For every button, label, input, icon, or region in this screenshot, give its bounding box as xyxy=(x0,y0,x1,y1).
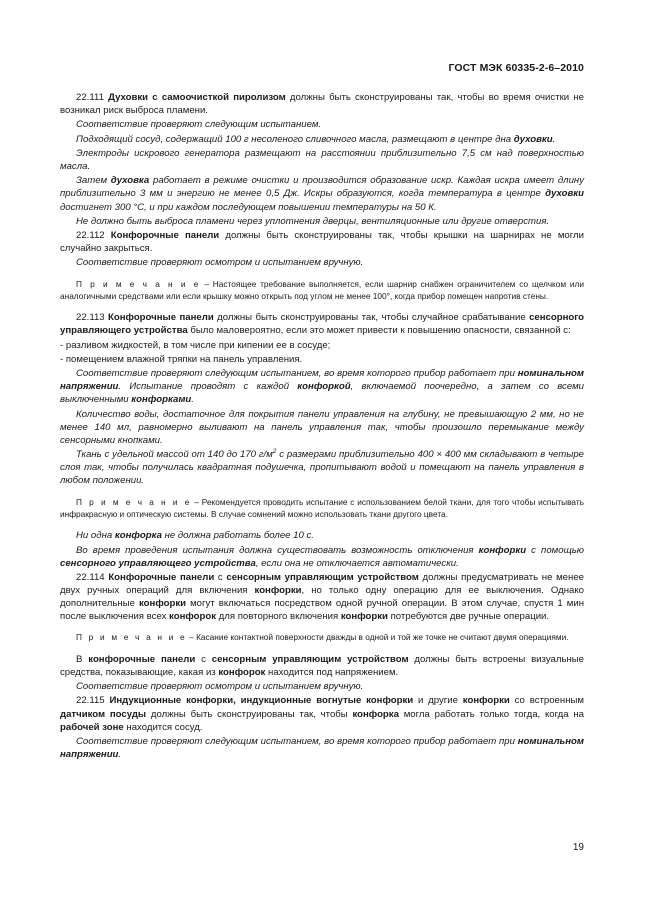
text-run: находится сосуд. xyxy=(123,721,203,733)
text-run: Не должно быть выброса пламени через уплотнения дверцы, вентиляционные или другие отверстия. xyxy=(76,215,550,227)
defined-term: рабочей зоне xyxy=(60,721,124,733)
text-run: 22.115 xyxy=(76,695,110,707)
defined-term: конфорки xyxy=(254,585,302,597)
text-run: со встроенным xyxy=(509,695,584,707)
page-number: 19 xyxy=(572,842,584,853)
defined-term: Конфорочные панели xyxy=(108,571,215,583)
text-run: . xyxy=(552,133,556,145)
paragraph xyxy=(60,147,584,173)
text-run: было маловероятно, если это может привести к повышению опасности, связанной с: xyxy=(187,325,571,337)
paragraph xyxy=(60,680,584,693)
text-run: работает в режиме очистки и производится образование искр. Каждая искра имеет длину приблизительно 3 мм и энергию не менее 0,5 Дж. Искры образуются, когда температура в центре xyxy=(60,175,584,200)
defined-term: сенсорным управляющим устройством xyxy=(226,571,419,583)
paragraph xyxy=(60,529,584,542)
text-run: Соответствие проверяют осмотром и испытанием вручную. xyxy=(76,257,364,269)
text-run: с xyxy=(214,571,227,583)
text-run: Затем xyxy=(76,175,111,187)
defined-term: Конфорочные панели xyxy=(108,312,214,324)
paragraph xyxy=(60,256,584,269)
text-run: Электроды искрового генератора размещают на расстоянии приблизительно 7,5 см над поверхностью масла. xyxy=(60,147,584,173)
text-run: Подходящий сосуд, содержащий 100 г несоленого сливочного масла, размещают в центре дна xyxy=(76,133,514,145)
defined-term: конфорка xyxy=(352,708,399,720)
paragraph xyxy=(60,571,584,623)
text-run: В xyxy=(76,653,89,665)
text-run: с помощью xyxy=(526,544,584,556)
defined-term: конфорки xyxy=(478,544,527,556)
text-run: , но только одну операцию для ее выключения. Однако дополнительные xyxy=(60,585,584,610)
page-header-standard-number: ГОСТ МЭК 60335-2-6–2010 xyxy=(448,62,584,74)
text-run: 22.112 xyxy=(76,230,111,242)
text-run: Ткань с удельной массой от 140 до 170 г/м xyxy=(76,449,273,461)
list-item xyxy=(60,339,584,352)
paragraph xyxy=(60,694,584,733)
text-run: могла работать только тогда, когда на xyxy=(398,708,585,720)
text-run: с размерами приблизительно 400 × 400 мм складывают в четыре слоя так, чтобы получилась квадратная подушечка, пропитывают водой и помещают на панель управления в любом положении. xyxy=(60,449,585,487)
paragraph xyxy=(60,118,584,131)
defined-term: конфорок xyxy=(169,611,217,623)
text-run: , включаемой поочередно, а затем со всеми выключенными xyxy=(60,381,584,406)
note-paragraph xyxy=(60,631,584,643)
text-run: должны быть сконструированы так, чтобы случайное срабатывание xyxy=(213,312,530,324)
defined-term: конфорки xyxy=(462,695,510,707)
text-run: 22.113 xyxy=(76,312,109,324)
text-run: . xyxy=(191,394,194,406)
defined-term: Духовки с самоочисткой пиролизом xyxy=(108,92,286,103)
defined-term: духовка xyxy=(110,175,150,187)
list-item xyxy=(60,353,584,366)
text-run: для повторного включения xyxy=(216,611,341,623)
text-run: должны быть встроены визуальные средства, показывающие, какая из xyxy=(60,653,584,678)
paragraph xyxy=(60,215,584,228)
note-paragraph xyxy=(60,496,584,521)
text-run: находится под напряжением. xyxy=(265,666,399,678)
defined-term: конфорка xyxy=(114,530,162,542)
text-run: . xyxy=(118,748,122,760)
note-label: П р и м е ч а н и е xyxy=(76,496,192,507)
defined-term: сенсорного управляющего устройства xyxy=(60,312,584,337)
text-run: Во время проведения испытания должна существовать возможность отключения xyxy=(76,544,479,556)
text-run: 2 xyxy=(272,448,277,456)
text-run: . Испытание проводят с каждой xyxy=(118,381,298,393)
text-run: должны быть сконструированы так, чтобы xyxy=(146,708,353,720)
text-run: должны предусматривать не менее двух ручных операций для включения xyxy=(60,571,584,597)
defined-term: Конфорочные панели xyxy=(110,230,220,242)
defined-term: сенсорного управляющего устройства xyxy=(60,557,256,569)
text-run: - разливом жидкостей, в том числе при кипении ее в сосуде; xyxy=(60,339,331,351)
text-run: должны быть сконструированы так, чтобы крышки на шарнирах не могли случайно закрыться. xyxy=(60,230,585,255)
text-run: - помещением влажной тряпки на панель управления. xyxy=(60,354,303,365)
paragraph xyxy=(60,174,584,213)
paragraph xyxy=(60,91,584,117)
text-run: Соответствие проверяют следующим испытанием, во время которого прибор работает при xyxy=(76,368,518,380)
defined-term: конфорками xyxy=(131,394,192,406)
defined-term: конфорки xyxy=(139,598,187,610)
text-run: 22.111 xyxy=(76,92,109,103)
note-label: П р и м е ч а н и е xyxy=(76,278,201,289)
defined-term: духовки xyxy=(513,133,553,145)
paragraph xyxy=(60,735,584,761)
defined-term: конфорочные панели xyxy=(88,653,196,665)
text-run: , если она не отключается автоматически. xyxy=(255,557,459,569)
document-body xyxy=(60,91,584,762)
defined-term: номинальном напряжении xyxy=(60,735,584,760)
text-run: потребуются две ручные операции. xyxy=(387,611,550,623)
paragraph xyxy=(60,448,584,487)
text-run: должны быть сконструированы так, чтобы во время очистки не возникал риск выброса пламени. xyxy=(60,92,584,117)
defined-term: датчиком посуды xyxy=(60,708,147,720)
text-run: Соответствие проверяют следующим испытанием, во время которого прибор работает при xyxy=(76,735,518,747)
defined-term: Индукционные конфорки, индукционные вогнутые конфорки xyxy=(109,695,414,707)
note-paragraph xyxy=(60,278,584,303)
defined-term: конфоркой xyxy=(297,381,351,393)
text-run: могут включаться посредством одной ручной операции. В этом случае, спустя 1 мин после выключения всех xyxy=(60,598,584,623)
text-run: Количество воды, достаточное для покрытия панели управления на глубину, не превышающую 2 мм, но не менее 140 мл, равномерно выливают на панель управления так, чтобы произошло перемыкание между сенсорными кнопками. xyxy=(60,408,584,446)
text-run: и другие xyxy=(413,695,463,707)
defined-term: конфорки xyxy=(340,611,388,623)
text-run: с xyxy=(195,653,212,665)
text-run: не должна работать более 10 с. xyxy=(161,530,314,542)
text-run: – Касание контактной поверхности дважды в одной и той же точке не считают двумя операциями. xyxy=(186,632,569,643)
text-run: достигнет 300 °С, и при каждом последующем повышении температуры на 50 К. xyxy=(60,201,437,213)
defined-term: сенсорным управляющим устройством xyxy=(211,653,409,665)
text-run: – Рекомендуется проводить испытание с использованием белой ткани, для того чтобы испытывать инфракрасную и оптическую системы. В случае сомнений можно использовать ткани другого цвета. xyxy=(60,496,584,519)
text-run: Соответствие проверяют осмотром и испытанием вручную. xyxy=(76,681,364,693)
paragraph xyxy=(60,653,584,679)
text-run: Ни одна xyxy=(76,530,115,542)
paragraph xyxy=(60,133,584,146)
paragraph xyxy=(60,367,584,406)
paragraph xyxy=(60,229,584,255)
defined-term: номинальном напряжении xyxy=(60,368,584,393)
paragraph xyxy=(60,544,584,570)
defined-term: духовки xyxy=(545,188,584,200)
paragraph xyxy=(60,408,584,447)
text-run: – Настоящее требование выполняется, если шарнир снабжен ограничителем со щелчком или аналогичными средствами или если крышку можно открыть под углом не менее 100°, когда прибор помещен напротив стены. xyxy=(60,278,584,301)
text-run: Соответствие проверяют следующим испытанием. xyxy=(76,119,322,131)
defined-term: конфорок xyxy=(218,666,266,678)
text-run: 22.114 xyxy=(76,571,109,583)
paragraph xyxy=(60,311,584,337)
note-label: П р и м е ч а н и е xyxy=(76,632,187,643)
